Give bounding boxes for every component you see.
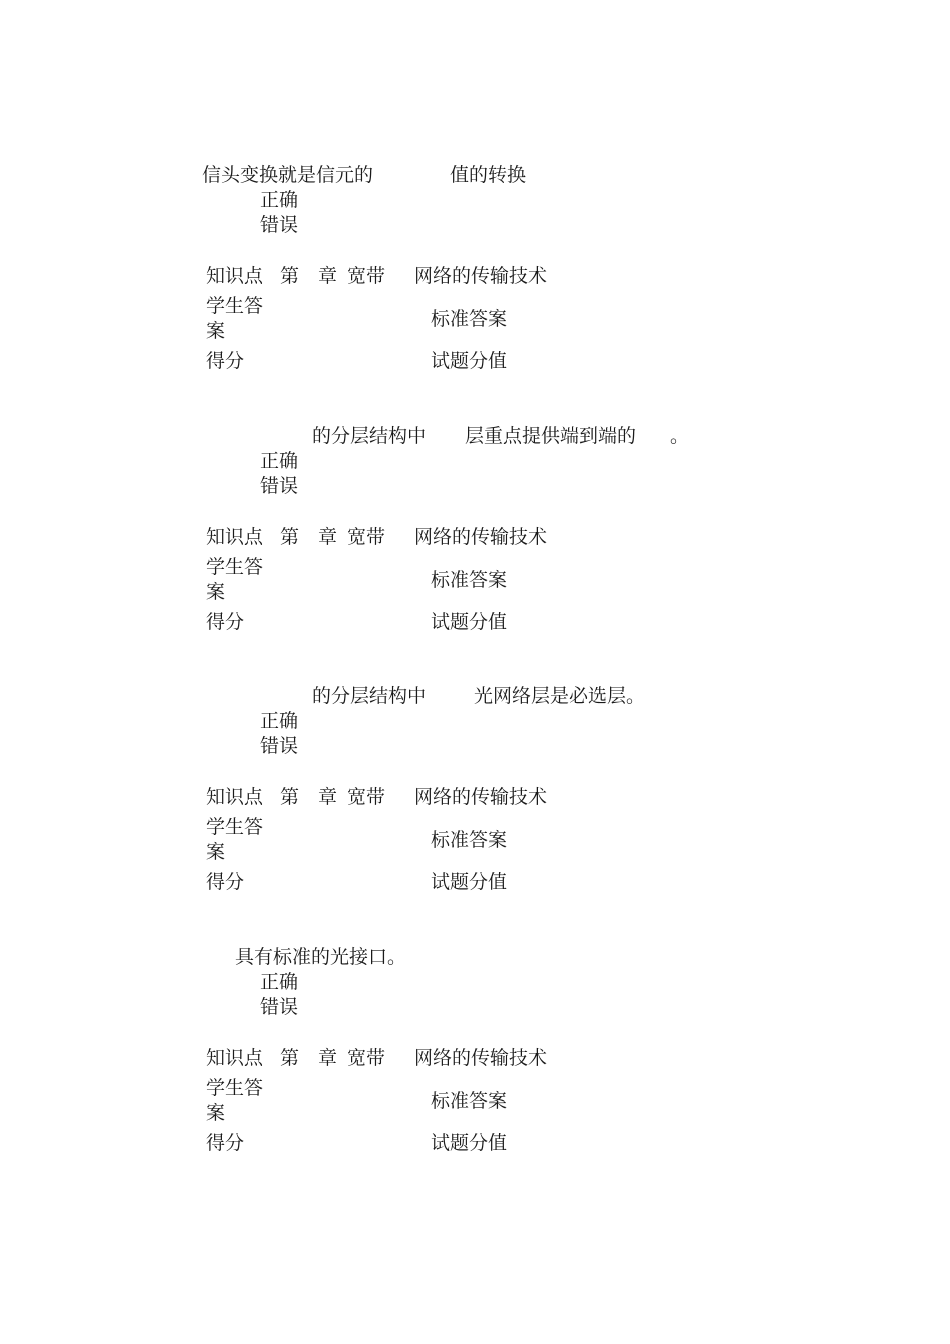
chapter-prefix: 第 — [280, 526, 300, 548]
chapter-title-b: 网络的传输技术 — [414, 786, 548, 808]
standard-answer-label: 标准答案 — [431, 569, 508, 591]
chapter-suffix: 章 — [318, 526, 338, 548]
student-answer-label-cont: 案 — [206, 581, 226, 603]
student-answer-label-cont: 案 — [206, 841, 226, 863]
question-value-label: 试题分值 — [431, 871, 508, 893]
question-stem-part: 光网络层是必选层。 — [474, 685, 646, 707]
chapter-title-b: 网络的传输技术 — [414, 526, 548, 548]
question-stem-part: 层重点提供端到端的 — [465, 425, 637, 447]
score-label: 得分 — [206, 611, 245, 633]
option-wrong[interactable]: 错误 — [260, 735, 299, 757]
chapter-prefix: 第 — [280, 265, 300, 287]
question-block-2 — [0, 425, 950, 665]
question-stem-part: 的分层结构中 — [312, 685, 427, 707]
question-stem-part: 的分层结构中 — [312, 425, 427, 447]
chapter-title-a: 宽带 — [347, 786, 386, 808]
chapter-title-b: 网络的传输技术 — [414, 1047, 548, 1069]
question-block-3 — [0, 685, 950, 925]
question-value-label: 试题分值 — [431, 611, 508, 633]
student-answer-label-cont: 案 — [206, 1102, 226, 1124]
question-value-label: 试题分值 — [431, 350, 508, 372]
chapter-prefix: 第 — [280, 1047, 300, 1069]
question-block-1 — [0, 164, 950, 404]
option-correct[interactable]: 正确 — [260, 189, 299, 211]
chapter-title-a: 宽带 — [347, 1047, 386, 1069]
knowledge-label: 知识点 — [206, 526, 264, 548]
question-block-4 — [0, 946, 950, 1186]
standard-answer-label: 标准答案 — [431, 829, 508, 851]
option-wrong[interactable]: 错误 — [260, 214, 299, 236]
student-answer-label: 学生答 — [206, 556, 264, 578]
score-label: 得分 — [206, 350, 245, 372]
knowledge-label: 知识点 — [206, 1047, 264, 1069]
question-stem-part: 具有标准的光接口。 — [235, 946, 407, 968]
student-answer-label-cont: 案 — [206, 320, 226, 342]
student-answer-label: 学生答 — [206, 295, 264, 317]
chapter-suffix: 章 — [318, 1047, 338, 1069]
score-label: 得分 — [206, 1132, 245, 1154]
question-stem-part: 。 — [670, 425, 690, 447]
score-label: 得分 — [206, 871, 245, 893]
chapter-title-b: 网络的传输技术 — [414, 265, 548, 287]
knowledge-label: 知识点 — [206, 265, 264, 287]
option-correct[interactable]: 正确 — [260, 450, 299, 472]
chapter-prefix: 第 — [280, 786, 300, 808]
student-answer-label: 学生答 — [206, 1077, 264, 1099]
question-value-label: 试题分值 — [431, 1132, 508, 1154]
option-wrong[interactable]: 错误 — [260, 996, 299, 1018]
question-stem-part: 信头变换就是信元的 — [202, 164, 374, 186]
standard-answer-label: 标准答案 — [431, 1090, 508, 1112]
chapter-title-a: 宽带 — [347, 265, 386, 287]
chapter-suffix: 章 — [318, 786, 338, 808]
knowledge-label: 知识点 — [206, 786, 264, 808]
option-correct[interactable]: 正确 — [260, 971, 299, 993]
chapter-title-a: 宽带 — [347, 526, 386, 548]
option-correct[interactable]: 正确 — [260, 710, 299, 732]
student-answer-label: 学生答 — [206, 816, 264, 838]
question-stem-part: 值的转换 — [450, 164, 527, 186]
standard-answer-label: 标准答案 — [431, 308, 508, 330]
option-wrong[interactable]: 错误 — [260, 475, 299, 497]
chapter-suffix: 章 — [318, 265, 338, 287]
